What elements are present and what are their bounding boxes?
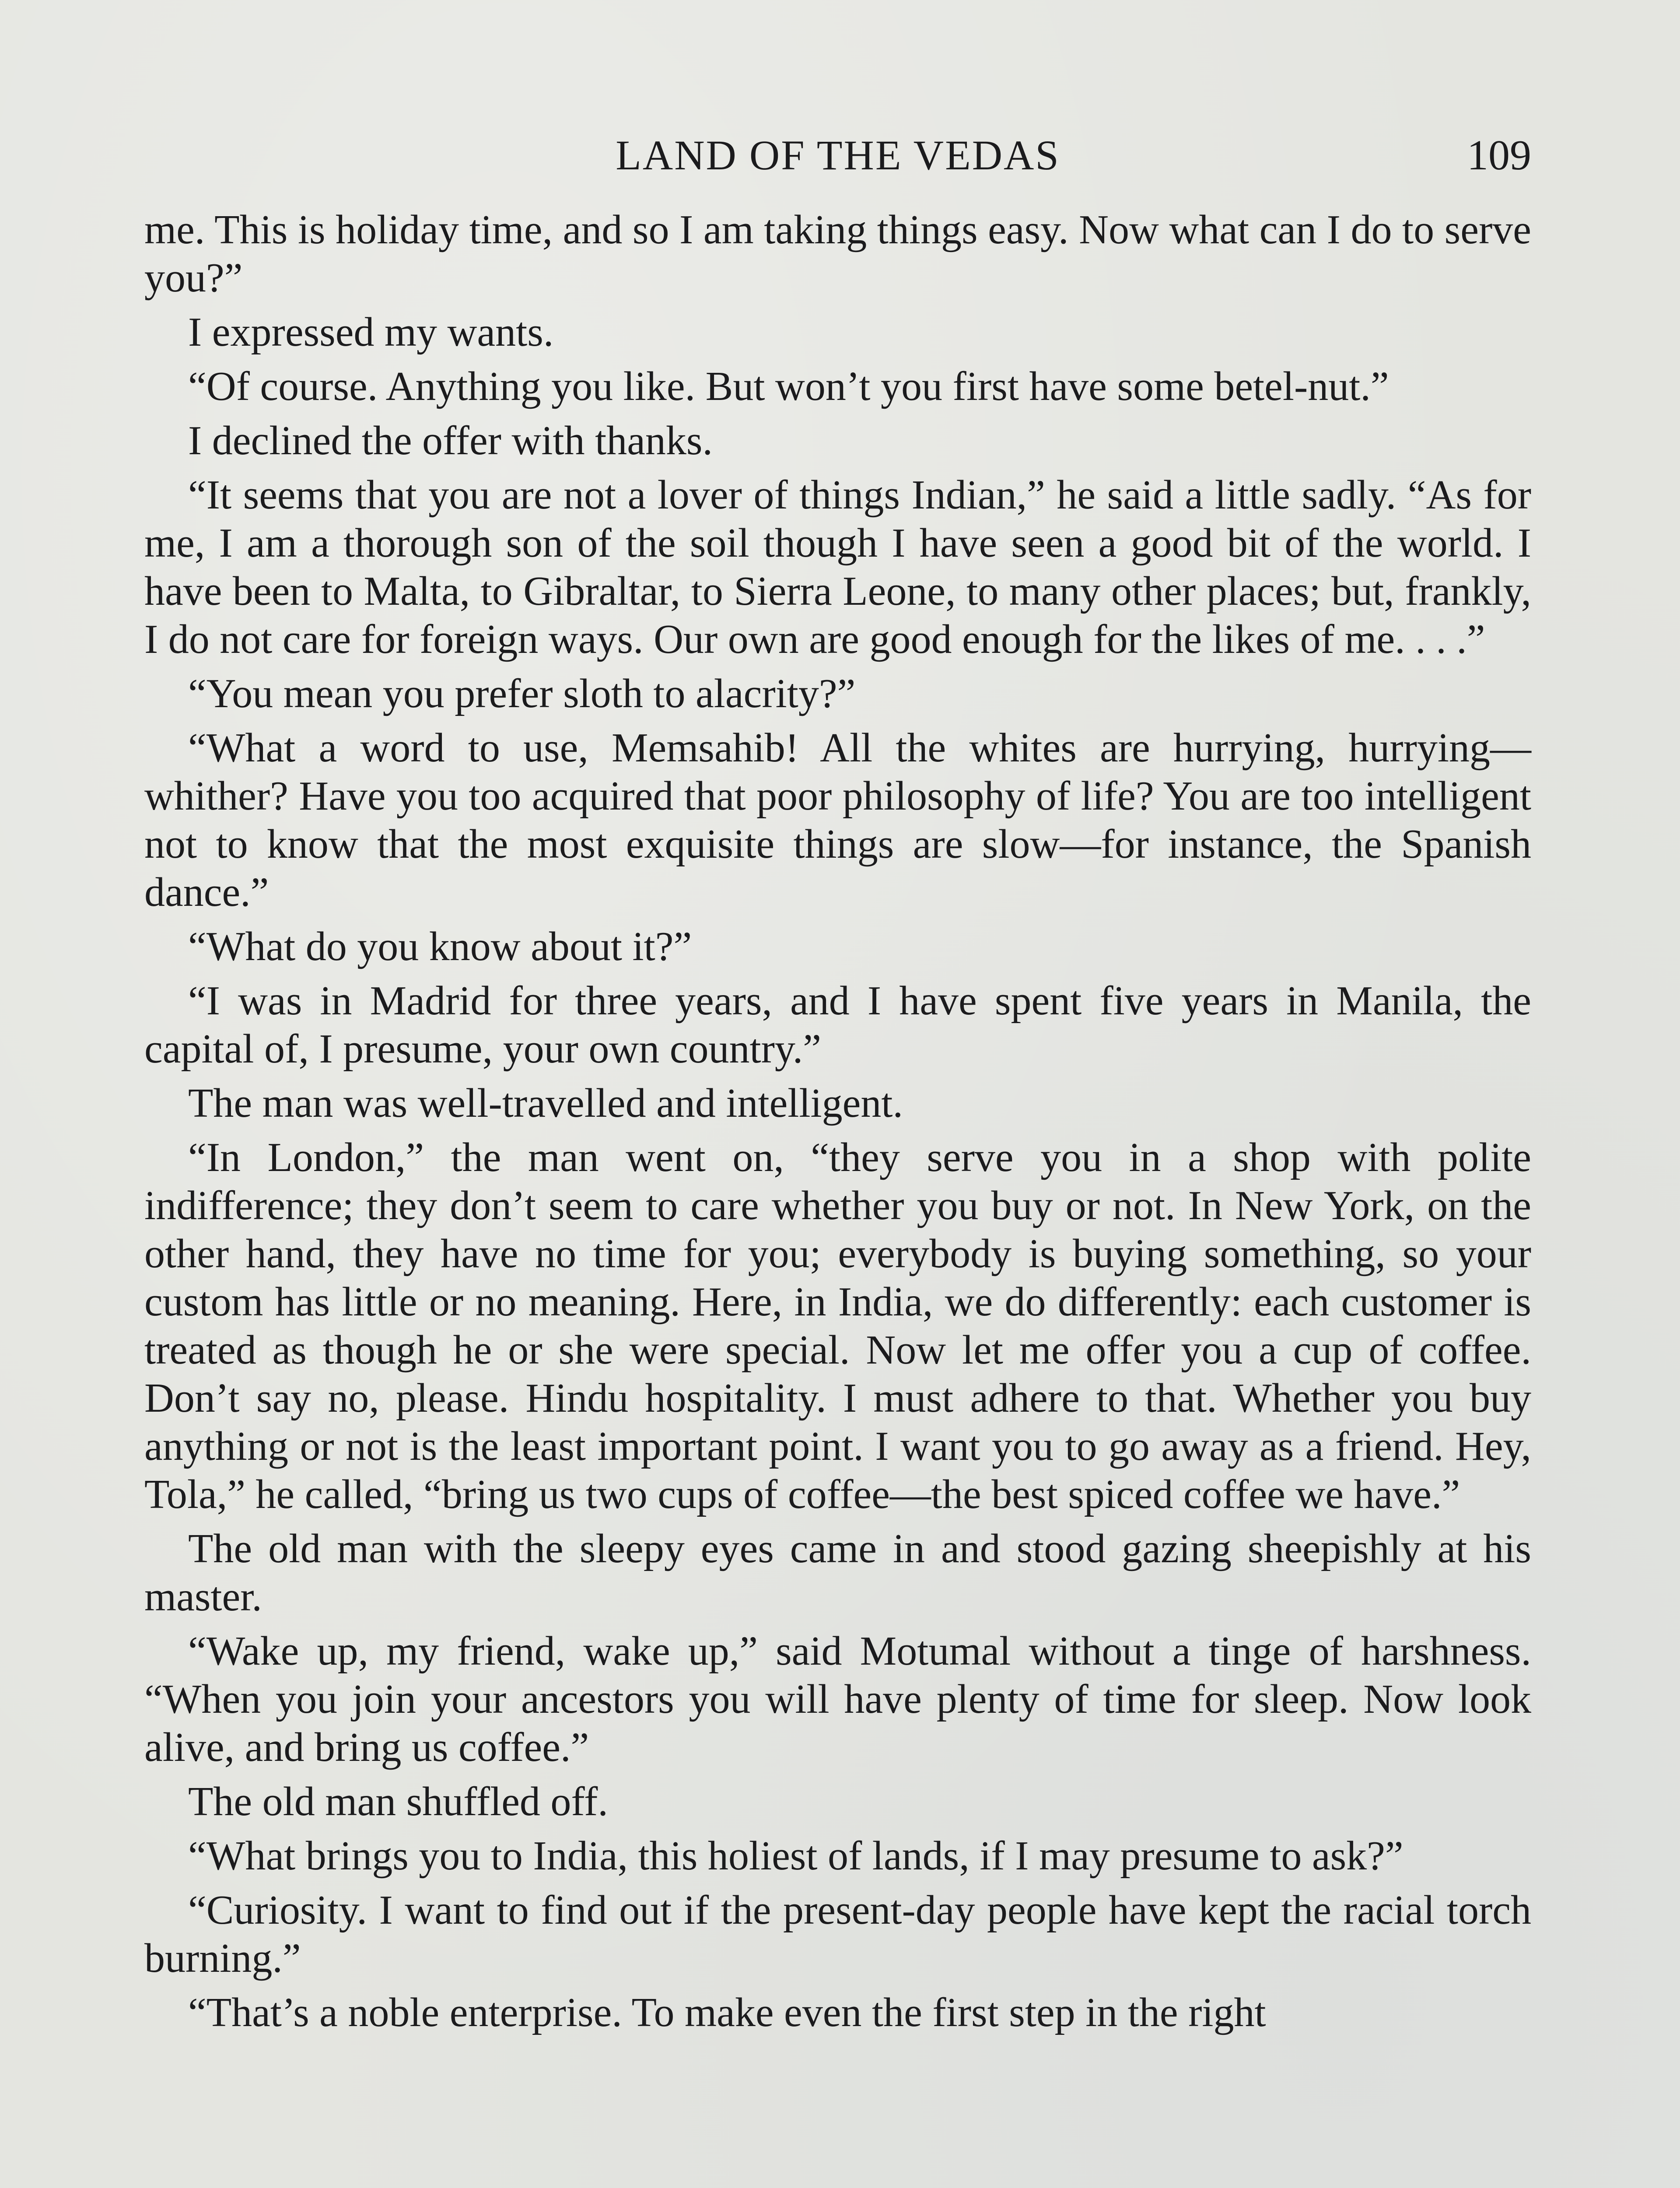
paragraph: “What brings you to India, this holiest of lands, if I may presume to ask?” [188, 1833, 1404, 1879]
page-header [144, 125, 1531, 186]
paragraph: The man was well-travelled and intelligent. [188, 1080, 903, 1126]
paragraph: “What a word to use, Memsahib! All the whites are hurrying, hurrying—whither? Have you too acquired that poor philosophy of life? You are too intelligent not to know that the most exquisite things are slow—for instance, the Spanish dance.” [144, 725, 1531, 915]
paragraph: me. This is holiday time, and so I am taking things easy. Now what can I do to serve you?” [144, 207, 1531, 301]
paragraph: “That’s a noble enterprise. To make even the first step in the right [188, 1990, 1266, 2035]
paragraph: “In London,” the man went on, “they serve you in a shop with polite indifference; they don’t seem to care whether you buy or not. In New York, on the other hand, they have no time for you; everybody is buying something, so your custom has little or no meaning. Here, in India, we do differently: each customer is treated as though he or she were special. Now let me offer you a cup of coffee. Don’t say no, please. Hindu hospitality. I must adhere to that. Whether you buy anything or not is the least important point. I want you to go away as a friend. Hey, Tola,” he called, “bring us two cups of coffee—the best spiced coffee we have.” [144, 1135, 1531, 1517]
running-head: LAND OF THE VEDAS [616, 132, 1060, 179]
paragraph: I declined the offer with thanks. [188, 418, 713, 463]
paragraph: “Wake up, my friend, wake up,” said Motumal without a tinge of harshness. “When you join your ancestors you will have plenty of time for sleep. Now look alive, and bring us coffee.” [144, 1628, 1531, 1770]
paragraph: “It seems that you are not a lover of things Indian,” he said a little sadly. “As for me, I am a thorough son of the soil though I have seen a good bit of the world. I have been to Malta, to Gibraltar, to Sierra Leone, to many other places; but, frankly, I do not care for foreign ways. Our own are good enough for the likes of me. . . .” [144, 472, 1531, 662]
paragraph: “What do you know about it?” [188, 924, 692, 969]
paragraph: The old man shuffled off. [188, 1779, 608, 1824]
body-text [144, 206, 1531, 2043]
paragraph: “Of course. Anything you like. But won’t you first have some betel-nut.” [188, 364, 1389, 409]
paragraph: I expressed my wants. [188, 309, 554, 355]
page-number: 109 [1467, 132, 1531, 179]
paragraph: “Curiosity. I want to find out if the present-day people have kept the racial torch burning.” [144, 1887, 1531, 1981]
paragraph: “You mean you prefer sloth to alacrity?” [188, 671, 856, 716]
paragraph: The old man with the sleepy eyes came in and stood gazing sheepishly at his master. [144, 1526, 1531, 1620]
paragraph: “I was in Madrid for three years, and I have spent five years in Manila, the capital of, I presume, your own country.” [144, 978, 1531, 1072]
